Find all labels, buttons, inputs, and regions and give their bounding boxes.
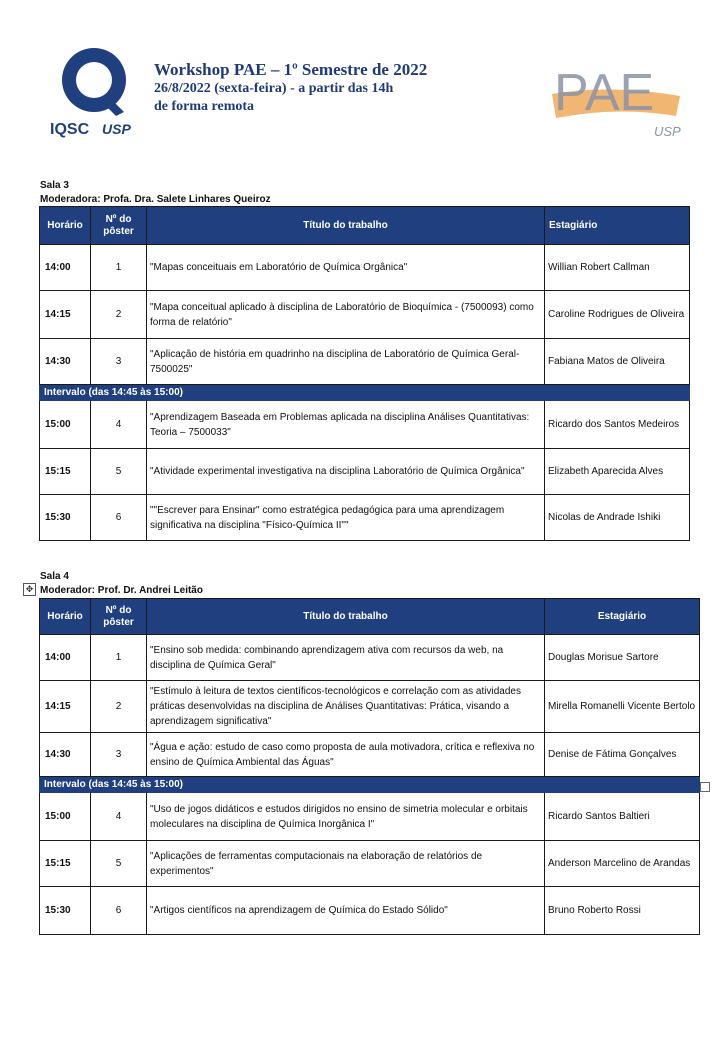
break-label: Intervalo (das 14:45 às 15:00) [40,777,700,793]
row-poster-num: 1 [91,245,147,291]
workshop-title: Workshop PAE – 1º Semestre de 2022 [154,60,428,79]
row-intern: Denise de Fátima Gonçalves [545,733,700,777]
pae-logo [548,56,698,142]
row-time: 15:30 [40,887,91,935]
row-intern: Willian Robert Callman [545,245,690,291]
row-title: "Uso de jogos didáticos e estudos dirigidos no ensino de simetria molecular e orbitais moleculares na disciplina de Química Inorgânica I" [147,793,545,841]
row-time: 15:30 [40,495,91,541]
row-title: "Artigos científicos na aprendizagem de Química do Estado Sólido" [147,887,545,935]
iqsc-logo [48,42,144,138]
title-block [154,60,427,116]
row-intern: Douglas Morisue Sartore [545,635,700,681]
row-time: 14:30 [40,339,91,385]
row-title: "Aplicação de história em quadrinho na disciplina de Laboratório de Química Geral-7500025" [147,339,545,385]
table-row [40,449,690,495]
moderator-sala3: Moderadora: Profa. Dra. Salete Linhares Queiroz [40,194,271,205]
row-intern: Anderson Marcelino de Arandas [545,841,700,887]
row-title: "Mapas conceituais em Laboratório de Química Orgânica" [147,245,545,291]
workshop-date: 26/8/2022 (sexta-feira) - a partir das 14h [154,81,394,96]
row-poster-num: 6 [91,887,147,935]
row-title: "Aprendizagem Baseada em Problemas aplicada na disciplina Análises Quantitativas: Teoria – 7500033" [147,401,545,449]
row-poster-num: 6 [91,495,147,541]
table-row [40,291,690,339]
table-row [40,635,700,681]
row-poster-num: 4 [91,793,147,841]
row-intern: Bruno Roberto Rossi [545,887,700,935]
row-title: ""Escrever para Ensinar" como estratégica pedagógica para uma aprendizagem significativa na disciplina "Físico-Química II"" [147,495,545,541]
row-poster-num: 2 [91,681,147,733]
row-intern: Ricardo Santos Baltieri [545,793,700,841]
cell-end-marker [700,782,710,792]
row-poster-num: 4 [91,401,147,449]
row-poster-num: 5 [91,449,147,495]
row-intern: Elizabeth Aparecida Alves [545,449,690,495]
break-row [40,777,700,793]
row-intern: Nicolas de Andrade Ishiki [545,495,690,541]
row-time: 14:15 [40,681,91,733]
table-row [40,495,690,541]
row-intern: Fabiana Matos de Oliveira [545,339,690,385]
schedule-table-sala4 [39,598,700,935]
row-title: "Aplicações de ferramentas computacionais na elaboração de relatórios de experimentos" [147,841,545,887]
col-horario: Horário [40,599,91,635]
pae-logo-usp: USP [654,124,681,139]
col-horario: Horário [40,207,91,245]
col-titulo: Título do trabalho [147,207,545,245]
table-row [40,733,700,777]
table-row [40,793,700,841]
break-label: Intervalo (das 14:45 às 15:00) [40,385,690,401]
moderator-sala4: Moderador: Prof. Dr. Andrei Leitão [40,585,203,596]
table-row [40,339,690,385]
room-label-sala4: Sala 4 [40,571,69,582]
table-row [40,841,700,887]
row-title: "Mapa conceitual aplicado à disciplina de Laboratório de Bioquímica - (7500093) como forma de relatório" [147,291,545,339]
page-header [0,0,720,160]
break-row [40,385,690,401]
row-title: "Ensino sob medida: combinando aprendizagem ativa com recursos da web, na disciplina de Química Geral" [147,635,545,681]
table-row [40,887,700,935]
row-time: 15:00 [40,401,91,449]
row-poster-num: 2 [91,291,147,339]
table-header-row [40,207,690,245]
table-row [40,401,690,449]
row-title: "Atividade experimental investigativa na disciplina Laboratório de Química Orgânica" [147,449,545,495]
row-poster-num: 3 [91,339,147,385]
table-row [40,681,700,733]
row-time: 14:30 [40,733,91,777]
pae-logo-text: PAE [554,64,655,122]
table-row [40,245,690,291]
row-time: 15:15 [40,841,91,887]
row-title: "Água e ação: estudo de caso como proposta de aula motivadora, crítica e reflexiva no ensino de Química Ambiental das Águas" [147,733,545,777]
table-move-handle-icon[interactable]: ✥ [23,583,36,596]
col-poster: Nº do pôster [91,599,147,635]
iqsc-logo-usp: USP [102,121,131,137]
row-poster-num: 5 [91,841,147,887]
row-time: 14:00 [40,635,91,681]
row-poster-num: 1 [91,635,147,681]
col-poster: Nº do pôster [91,207,147,245]
schedule-table-sala3 [39,206,690,541]
col-estagiario: Estagiário [545,207,690,245]
row-intern: Mirella Romanelli Vicente Bertolo [545,681,700,733]
table-header-row [40,599,700,635]
row-intern: Caroline Rodrigues de Oliveira [545,291,690,339]
room-label-sala3: Sala 3 [40,180,69,191]
row-poster-num: 3 [91,733,147,777]
workshop-format: de forma remota [154,99,255,114]
col-estagiario: Estagiário [545,599,700,635]
row-time: 15:00 [40,793,91,841]
row-time: 14:15 [40,291,91,339]
row-time: 15:15 [40,449,91,495]
row-title: "Estímulo à leitura de textos científicos-tecnológicos e correlação com as atividades práticas desenvolvidas na disciplina de Análises Quantitativas: Prática, visando a aprendizagem significativa" [147,681,545,733]
iqsc-logo-text: IQSC [50,121,90,138]
row-intern: Ricardo dos Santos Medeiros [545,401,690,449]
row-time: 14:00 [40,245,91,291]
col-titulo: Título do trabalho [147,599,545,635]
